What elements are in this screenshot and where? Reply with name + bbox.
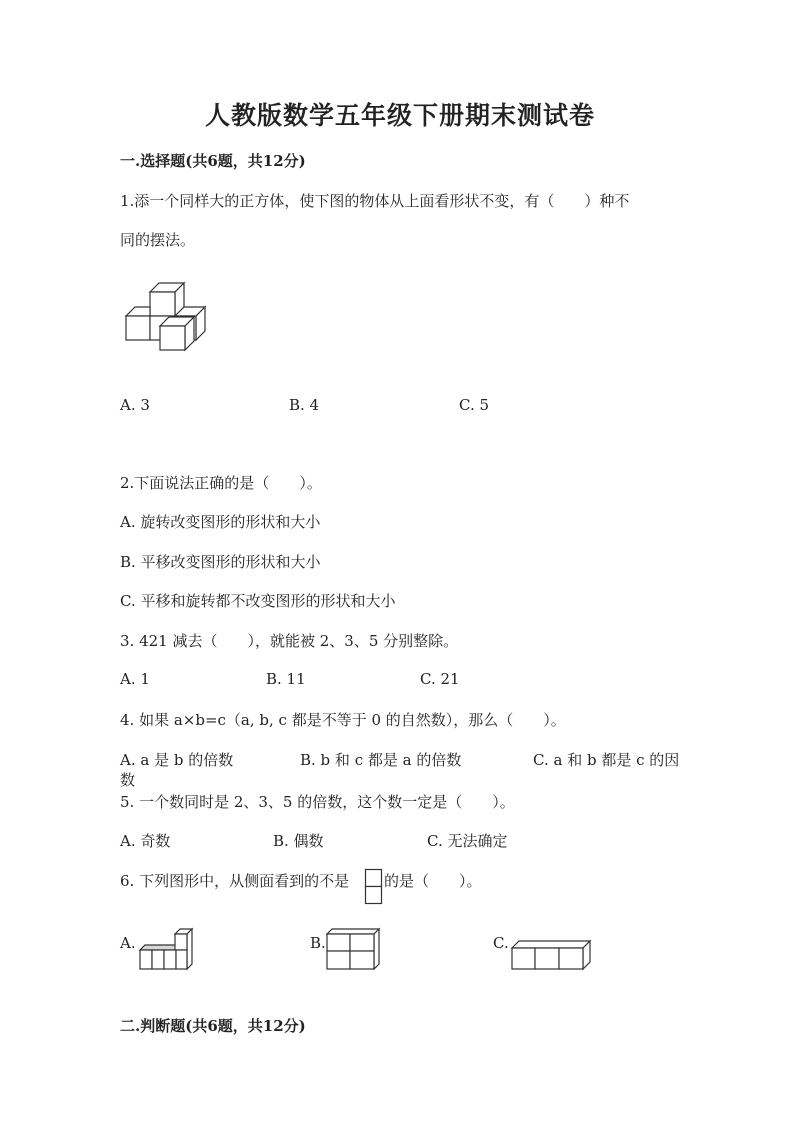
question-4-option-c: C. a 和 b 都是 c 的因	[533, 751, 680, 769]
question-3-option-c: C. 21	[420, 670, 460, 688]
question-1-option-a: A. 3	[120, 396, 150, 414]
question-6-two-square-icon	[365, 869, 382, 904]
question-1-stem-line2: 同的摆法。	[120, 231, 196, 249]
question-4-stem: 4. 如果 a×b=c（a, b, c 都是不等于 0 的自然数），那么（ ）。	[120, 711, 566, 729]
question-4-option-b: B. b 和 c 都是 a 的倍数	[300, 751, 462, 769]
question-2-stem: 2.下面说法正确的是（ ）。	[120, 474, 322, 492]
question-5-option-b: B. 偶数	[273, 832, 324, 850]
question-6-option-c-figure	[510, 941, 592, 969]
question-4-option-a: A. a 是 b 的倍数	[120, 751, 234, 769]
question-2-option-a: A. 旋转改变图形的形状和大小	[120, 513, 321, 531]
question-6-option-a-figure	[138, 929, 194, 969]
question-1-cube-figure	[126, 283, 206, 351]
question-1-stem-line1: 1.添一个同样大的正方体，使下图的物体从上面看形状不变，有（ ）种不	[120, 192, 630, 210]
question-5-stem: 5. 一个数同时是 2、3、5 的倍数，这个数一定是（ ）。	[120, 793, 515, 811]
question-4-option-c-wrap: 数	[120, 771, 136, 789]
question-6-option-b-figure	[325, 929, 381, 969]
question-6-option-a-label: A.	[120, 934, 136, 952]
question-6-stem-part1: 6. 下列图形中，从侧面看到的不是	[120, 872, 350, 890]
question-6-stem-part2: 的是（ ）。	[384, 872, 482, 890]
question-6-option-c-label: C.	[493, 934, 509, 952]
question-1-option-b: B. 4	[289, 396, 320, 414]
question-5-option-a: A. 奇数	[120, 832, 171, 850]
question-3-option-b: B. 11	[266, 670, 306, 688]
section-heading-choice: 一.选择题(共6题，共12分)	[120, 152, 306, 170]
question-3-option-a: A. 1	[120, 670, 150, 688]
section-heading-true-false: 二.判断题(共6题，共12分)	[120, 1017, 306, 1035]
question-6-option-b-label: B.	[310, 934, 326, 952]
question-3-stem: 3. 421 减去（ ），就能被 2、3、5 分别整除。	[120, 632, 459, 650]
question-2-option-c: C. 平移和旋转都不改变图形的形状和大小	[120, 592, 396, 610]
question-1-option-c: C. 5	[459, 396, 490, 414]
page-title: 人教版数学五年级下册期末测试卷	[204, 101, 595, 130]
question-2-option-b: B. 平移改变图形的形状和大小	[120, 553, 321, 571]
question-5-option-c: C. 无法确定	[427, 832, 508, 850]
